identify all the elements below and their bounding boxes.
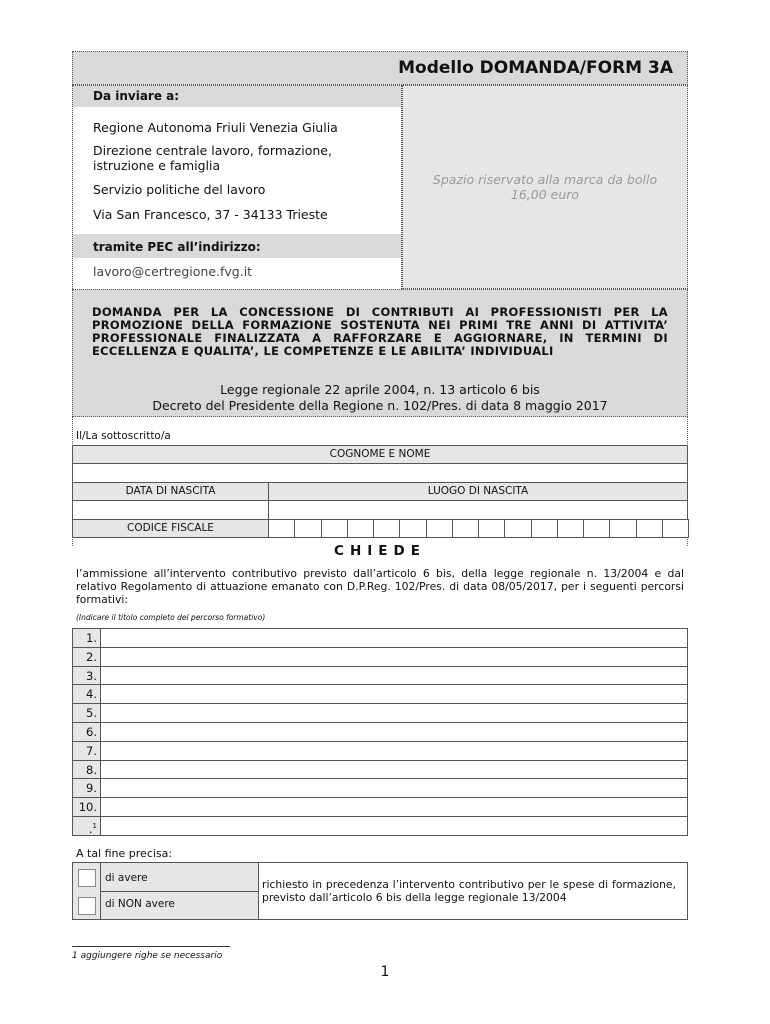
chiede-text: l’ammissione all’intervento contributivo previsto dall’articolo 6 bis, della legge regionale n. 13/2004 e dal relativo Regolamento di attuazione emanato con D.P.Reg. 102/Pres. di data 08/05/2017, per i seguenti percorsi formativi:	[76, 567, 684, 606]
birth-date-field[interactable]	[72, 500, 269, 520]
birth-date-header: DATA DI NASCITA	[72, 482, 269, 501]
footnote: 1 aggiungere righe se necessario	[72, 951, 223, 961]
stamp-area	[402, 85, 688, 289]
pec-address: lavoro@certregione.fvg.it	[93, 264, 253, 279]
fiscal-code-char-box[interactable]	[321, 519, 348, 538]
law-reference: Legge regionale 22 aprile 2004, n. 13 articolo 6 bis	[220, 382, 540, 397]
course-title-field[interactable]	[100, 628, 688, 648]
course-row-number: 1.	[72, 628, 101, 648]
address-line: Regione Autonoma Friuli Venezia Giulia	[93, 120, 338, 135]
course-title-field[interactable]	[100, 741, 688, 761]
pec-label: tramite PEC all’indirizzo:	[73, 234, 401, 258]
course-row-number: 2.	[72, 647, 101, 667]
fiscal-code-char-box[interactable]	[478, 519, 505, 538]
fiscal-code-char-box[interactable]	[426, 519, 453, 538]
address-line: Direzione centrale lavoro, formazione,	[93, 143, 332, 158]
birth-place-header: LUOGO DI NASCITA	[268, 482, 688, 501]
recipient-box	[72, 85, 402, 289]
have-label: di avere	[105, 872, 148, 884]
course-title-field[interactable]	[100, 760, 688, 780]
stamp-line: 16,00 euro	[510, 187, 580, 202]
course-row-number: 9.	[72, 778, 101, 798]
name-field[interactable]	[72, 463, 688, 483]
course-title-field[interactable]	[100, 666, 688, 686]
fiscal-code-char-box[interactable]	[504, 519, 531, 538]
fiscal-code-char-box[interactable]	[399, 519, 426, 538]
applicant-intro: Il/La sottoscritto/a	[76, 430, 171, 442]
fiscal-code-char-box[interactable]	[662, 519, 689, 538]
course-row-number: 5.	[72, 703, 101, 723]
form-title: Modello DOMANDA/FORM 3A	[398, 58, 673, 78]
fiscal-code-char-box[interactable]	[583, 519, 610, 538]
declaration-text: richiesto in precedenza l’intervento contributivo per le spese di formazione, previsto dall’articolo 6 bis della legge regionale 13/2004	[262, 878, 676, 904]
fiscal-code-char-box[interactable]	[531, 519, 558, 538]
course-title-field[interactable]	[100, 816, 688, 836]
not-have-label: di NON avere	[105, 898, 175, 910]
address-line: Via San Francesco, 37 - 34133 Trieste	[93, 207, 328, 222]
address-line: Servizio politiche del lavoro	[93, 182, 266, 197]
chiede-heading: CHIEDE	[334, 543, 426, 559]
course-note: (Indicare il titolo completo del percorso formativo)	[76, 613, 266, 622]
have-checkbox[interactable]	[78, 869, 96, 887]
course-title-field[interactable]	[100, 722, 688, 742]
course-title-field[interactable]	[100, 684, 688, 704]
precisa-label: A tal fine precisa:	[76, 847, 173, 860]
request-block	[72, 289, 688, 417]
fiscal-code-header: CODICE FISCALE	[72, 519, 269, 538]
decree-reference: Decreto del Presidente della Regione n. 102/Pres. di data 8 maggio 2017	[152, 398, 608, 413]
birth-place-field[interactable]	[268, 500, 688, 520]
stamp-line: Spazio riservato alla marca da bollo	[432, 172, 658, 187]
name-header: COGNOME E NOME	[72, 445, 688, 464]
fiscal-code-char-box[interactable]	[452, 519, 479, 538]
form-title-bar	[72, 51, 688, 85]
course-title-field[interactable]	[100, 703, 688, 723]
fiscal-code-field[interactable]	[268, 519, 688, 538]
course-row-number: 3.	[72, 666, 101, 686]
send-to-label: Da inviare a:	[73, 86, 401, 107]
fiscal-code-char-box[interactable]	[347, 519, 374, 538]
fiscal-code-char-box[interactable]	[557, 519, 584, 538]
fiscal-code-char-box[interactable]	[294, 519, 321, 538]
footnote-separator	[72, 946, 230, 947]
address-line: istruzione e famiglia	[93, 158, 221, 173]
request-title: DOMANDA PER LA CONCESSIONE DI CONTRIBUTI AI PROFESSIONISTI PER LA PROMOZIONE DELLA FORMAZIONE SOSTENUTA NEI PRIMI TRE ANNI DI ATTIVITA’ PROFESSIONALE FINALIZZATA A RAFFORZARE E AGGIORNARE, IN TERMINI DI ECCELLENZA E QUALITA’, LE COMPETENZE E LE ABILITA’ INDIVIDUALI	[92, 305, 668, 358]
course-title-field[interactable]	[100, 778, 688, 798]
course-row-number: 10.	[72, 797, 101, 817]
fiscal-code-char-box[interactable]	[609, 519, 636, 538]
course-title-field[interactable]	[100, 647, 688, 667]
option-divider	[101, 891, 258, 892]
stamp-text	[403, 172, 687, 202]
course-title-field[interactable]	[100, 797, 688, 817]
fiscal-code-char-box[interactable]	[373, 519, 400, 538]
fiscal-code-char-box[interactable]	[268, 519, 295, 538]
course-row-number: 6.	[72, 722, 101, 742]
fiscal-code-char-box[interactable]	[636, 519, 663, 538]
course-row-number: 7.	[72, 741, 101, 761]
not-have-checkbox[interactable]	[78, 897, 96, 915]
course-row-number: 4.	[72, 684, 101, 704]
page-number: 1	[380, 964, 390, 980]
course-row-number: .$^1$	[72, 816, 101, 836]
course-row-number: 8.	[72, 760, 101, 780]
